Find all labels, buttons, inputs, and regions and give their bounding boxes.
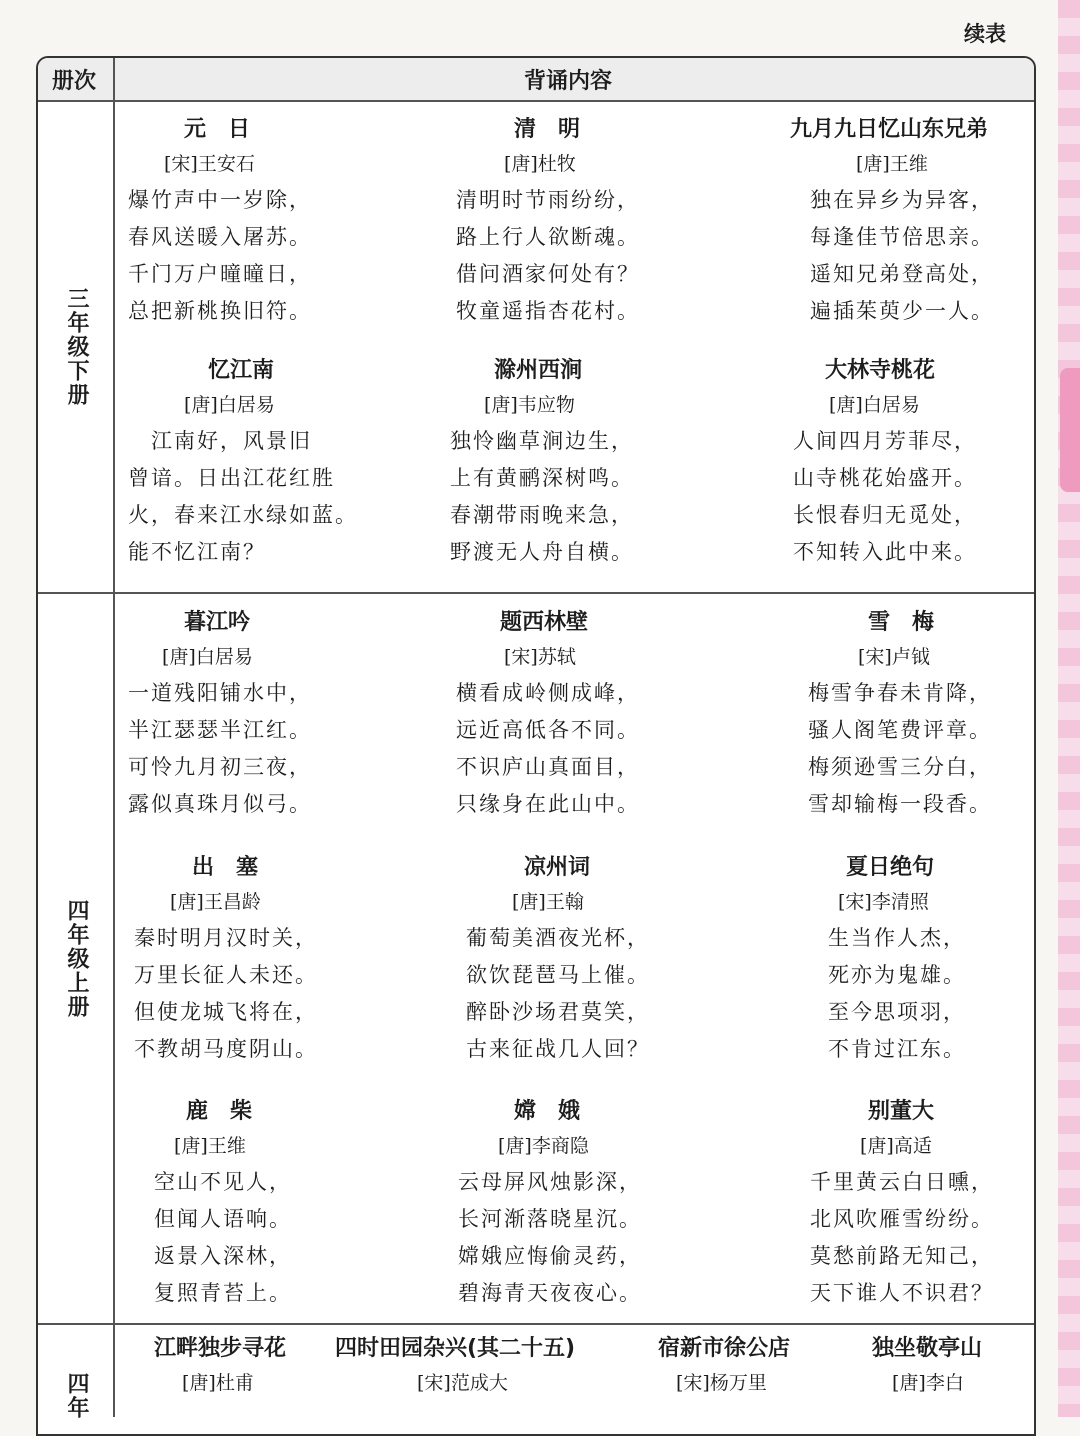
poem-title: 雪 梅 [868,610,935,635]
poem-line: 梅雪争春未肯降， [808,681,992,705]
poem-line: 独怜幽草涧边生， [450,429,634,453]
poem [828,852,966,1068]
poem-line: 野渡无人舟自横。 [450,540,634,564]
poem-line: 秦时明月汉时关， [134,926,318,950]
poem [793,355,977,571]
poem-line: 北风吹雁雪纷纷。 [810,1207,994,1231]
poem-line: 天下谁人不识君？ [810,1281,994,1305]
poem [335,1333,575,1401]
poem-line: 长河渐落晓星沉。 [458,1207,642,1231]
poem-line: 不识庐山真面目， [456,755,640,779]
poem [154,1096,292,1312]
poem-author: [唐]李白 [892,1372,964,1394]
poem-line: 独在异乡为异客， [810,188,994,212]
poem-author: [唐]白居易 [829,394,920,416]
poem-line: 碧海青天夜夜心。 [458,1281,642,1305]
poem [466,852,650,1068]
volume-label: 三年级下册 [64,287,89,407]
poem-line: 远近高低各不同。 [456,718,640,742]
poem-line: 爆竹声中一岁除， [128,188,312,212]
poem-line: 路上行人欲断魂。 [456,225,640,249]
poem-line: 山寺桃花始盛开。 [793,466,977,490]
poem-title: 九月九日忆山东兄弟 [790,117,989,142]
poem [658,1333,790,1401]
poem-line: 横看成岭侧成峰， [456,681,640,705]
poem-author: [唐]王昌龄 [170,891,261,913]
page-edge-decoration [1058,0,1080,1417]
poem-title: 四时田园杂兴(其二十五) [335,1336,576,1361]
poem-title: 大林寺桃花 [825,358,936,383]
row-divider [38,1323,1034,1325]
poem-title: 鹿 柴 [186,1099,253,1124]
poem-line: 借问酒家何处有？ [456,262,640,286]
poem-line: 曾谙。日出江花红胜 [128,466,335,490]
poem-title: 题西林壁 [500,610,589,635]
poem-title: 元 日 [184,117,251,142]
header-volume: 册次 [52,69,97,94]
poem [790,114,994,330]
poem [808,607,992,823]
poem-author: [唐]杜牧 [504,153,576,175]
poem-line: 江南好，风景旧 [128,429,312,453]
poem-author: [唐]白居易 [184,394,275,416]
poem [128,355,358,571]
poem-author: [宋]范成大 [417,1372,508,1394]
poem-line: 不肯过江东。 [828,1037,966,1061]
poem [456,114,640,330]
poem [450,355,634,571]
poem [128,607,312,823]
poem-line: 欲饮琵琶马上催。 [466,963,650,987]
poem-author: [唐]王维 [856,153,928,175]
poem-line: 上有黄鹂深树鸣。 [450,466,634,490]
poem-line: 半江瑟瑟半江红。 [128,718,312,742]
poem-title: 凉州词 [524,855,591,880]
poem-line: 每逢佳节倍思亲。 [810,225,994,249]
poem-title: 宿新市徐公店 [658,1336,791,1361]
poem-line: 死亦为鬼雄。 [828,963,966,987]
poem-line: 只缘身在此山中。 [456,792,640,816]
poem-line: 遥知兄弟登高处， [810,262,994,286]
poem-title: 夏日绝句 [846,855,935,880]
poem-title: 忆江南 [208,358,275,383]
poem-line: 可怜九月初三夜， [128,755,312,779]
poem-line: 火，春来江水绿如蓝。 [128,503,358,527]
poem-line: 不教胡马度阴山。 [134,1037,318,1061]
poem-line: 总把新桃换旧符。 [128,299,312,323]
poem [456,607,640,823]
poem-line: 清明时节雨纷纷， [456,188,640,212]
poem-author: [宋]王安石 [164,153,255,175]
poem-author: [宋]杨万里 [676,1372,767,1394]
side-tab [1060,368,1080,492]
poem-title: 清 明 [514,117,581,142]
poem-title: 出 塞 [192,855,259,880]
volume-cell [38,102,114,592]
poem-line: 梅须逊雪三分白， [808,755,992,779]
volume-label: 四年 [64,1372,89,1420]
poem-author: [宋]卢钺 [858,646,930,668]
poem-author: [宋]苏轼 [504,646,576,668]
poem [128,114,312,330]
poem-author: [唐]白居易 [162,646,253,668]
continued-label: 续表 [964,22,1006,46]
poem-line: 骚人阁笔费评章。 [808,718,992,742]
poem-line: 但闻人语响。 [154,1207,292,1231]
row-divider [38,592,1034,594]
poem-title: 独坐敬亭山 [872,1336,983,1361]
poem-line: 复照青苔上。 [154,1281,292,1305]
poem [810,1096,994,1312]
poem-line: 嫦娥应悔偷灵药， [458,1244,642,1268]
poem-title: 嫦 娥 [514,1099,581,1124]
poem-line: 但使龙城飞将在， [134,1000,318,1024]
poem [458,1096,642,1312]
poem-line: 空山不见人， [154,1170,292,1194]
poem [154,1333,286,1401]
volume-label: 四年级上册 [64,898,89,1019]
poem-line: 雪却输梅一段香。 [808,792,992,816]
poem-line: 葡萄美酒夜光杯， [466,926,650,950]
poem-line: 云母屏风烛影深， [458,1170,642,1194]
poem-line: 长恨春归无觅处， [793,503,977,527]
poem-author: [宋]李清照 [838,891,929,913]
poem-line: 古来征战几人回？ [466,1037,650,1061]
header-content: 背诵内容 [524,69,613,94]
poem [872,1333,982,1401]
poem-line: 至今思项羽， [828,1000,966,1024]
poem-line: 返景入深林， [154,1244,292,1268]
poem-author: [唐]王维 [174,1135,246,1157]
header-divider [38,100,1034,102]
poem-line: 春风送暖入屠苏。 [128,225,312,249]
poem-author: [唐]王翰 [512,891,584,913]
poem-line: 醉卧沙场君莫笑， [466,1000,650,1024]
poem-author: [唐]杜甫 [182,1372,254,1394]
poem-line: 能不忆江南？ [128,540,266,564]
poem-line: 莫愁前路无知己， [810,1244,994,1268]
poem [134,852,318,1068]
poem-title: 江畔独步寻花 [154,1336,287,1361]
poem-author: [唐]韦应物 [484,394,575,416]
volume-cell [38,594,114,1323]
poem-line: 千里黄云白日曛， [810,1170,994,1194]
poem-line: 一道残阳铺水中， [128,681,312,705]
poem-author: [唐]李商隐 [498,1135,589,1157]
poem-line: 生当作人杰， [828,926,966,950]
poem-title: 暮江吟 [184,610,251,635]
poem-line: 牧童遥指杏花村。 [456,299,640,323]
poem-author: [唐]高适 [860,1135,932,1157]
poem-line: 万里长征人未还。 [134,963,318,987]
poem-line: 千门万户曈曈日， [128,262,312,286]
poem-line: 人间四月芳菲尽， [793,429,977,453]
poem-title: 别董大 [868,1099,935,1124]
volume-cell [38,1372,114,1432]
poem-line: 遍插茱萸少一人。 [810,299,994,323]
poem-title: 滁州西涧 [494,358,583,383]
poem-line: 春潮带雨晚来急， [450,503,634,527]
poem-line: 不知转入此中来。 [793,540,977,564]
poem-line: 露似真珠月似弓。 [128,792,312,816]
